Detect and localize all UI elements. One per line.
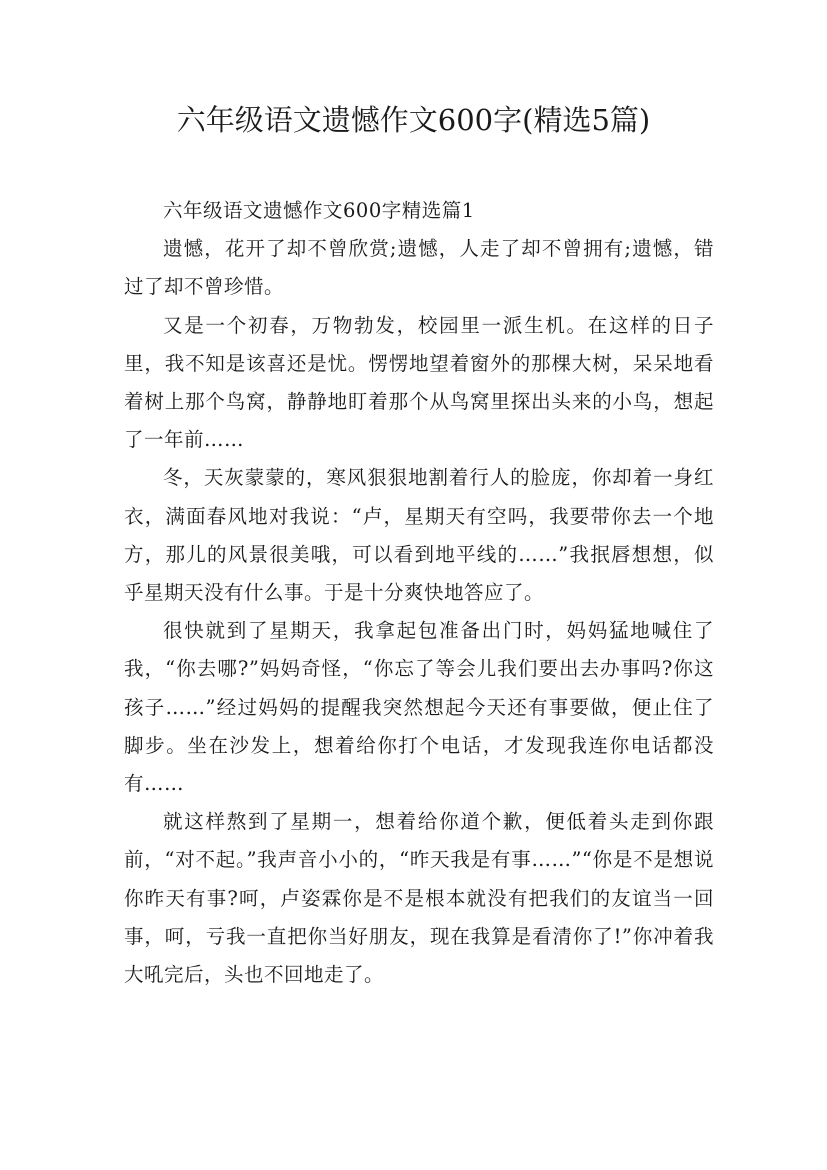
paragraph: 很快就到了星期天，我拿起包准备出门时，妈妈猛地喊住了我，“你去哪?”妈妈奇怪，“你忘了等会儿我们要出去办事吗?你这孩子……”经过妈妈的提醒我突然想起今天还有事要做，便止住了脚步。坐在沙发上，想着给你打个电话，才发现我连你电话都没有…… [124, 619, 714, 796]
paragraph: 冬，天灰蒙蒙的，寒风狠狠地割着行人的脸庞，你却着一身红衣，满面春风地对我说：“卢，星期天有空吗，我要带你去一个地方，那儿的风景很美哦，可以看到地平线的……”我抿唇想想，似乎星期天没有什么事。于是十分爽快地答应了。 [124, 466, 714, 605]
paragraph: 遗憾，花开了却不曾欣赏;遗憾，人走了却不曾拥有;遗憾，错过了却不曾珍惜。 [124, 237, 714, 299]
document-body [124, 192, 714, 994]
document-title: 六年级语文遗憾作文600字(精选5篇) [176, 103, 651, 137]
section-heading: 六年级语文遗憾作文600字精选篇1 [163, 199, 475, 222]
paragraph: 就这样熬到了星期一，想着给你道个歉，便低着头走到你跟前，“对不起。”我声音小小的，“昨天我是有事……”“你是不是想说你昨天有事?呵，卢姿霖你是不是根本就没有把我们的友谊当一回事，呵，亏我一直把你当好朋友，现在我算是看清你了!”你冲着我大吼完后，头也不回地走了。 [124, 810, 714, 987]
paragraph: 又是一个初春，万物勃发，校园里一派生机。在这样的日子里，我不知是该喜还是忧。愣愣地望着窗外的那棵大树，呆呆地看着树上那个鸟窝，静静地盯着那个从鸟窝里探出头来的小鸟，想起了一年前…… [124, 313, 714, 452]
